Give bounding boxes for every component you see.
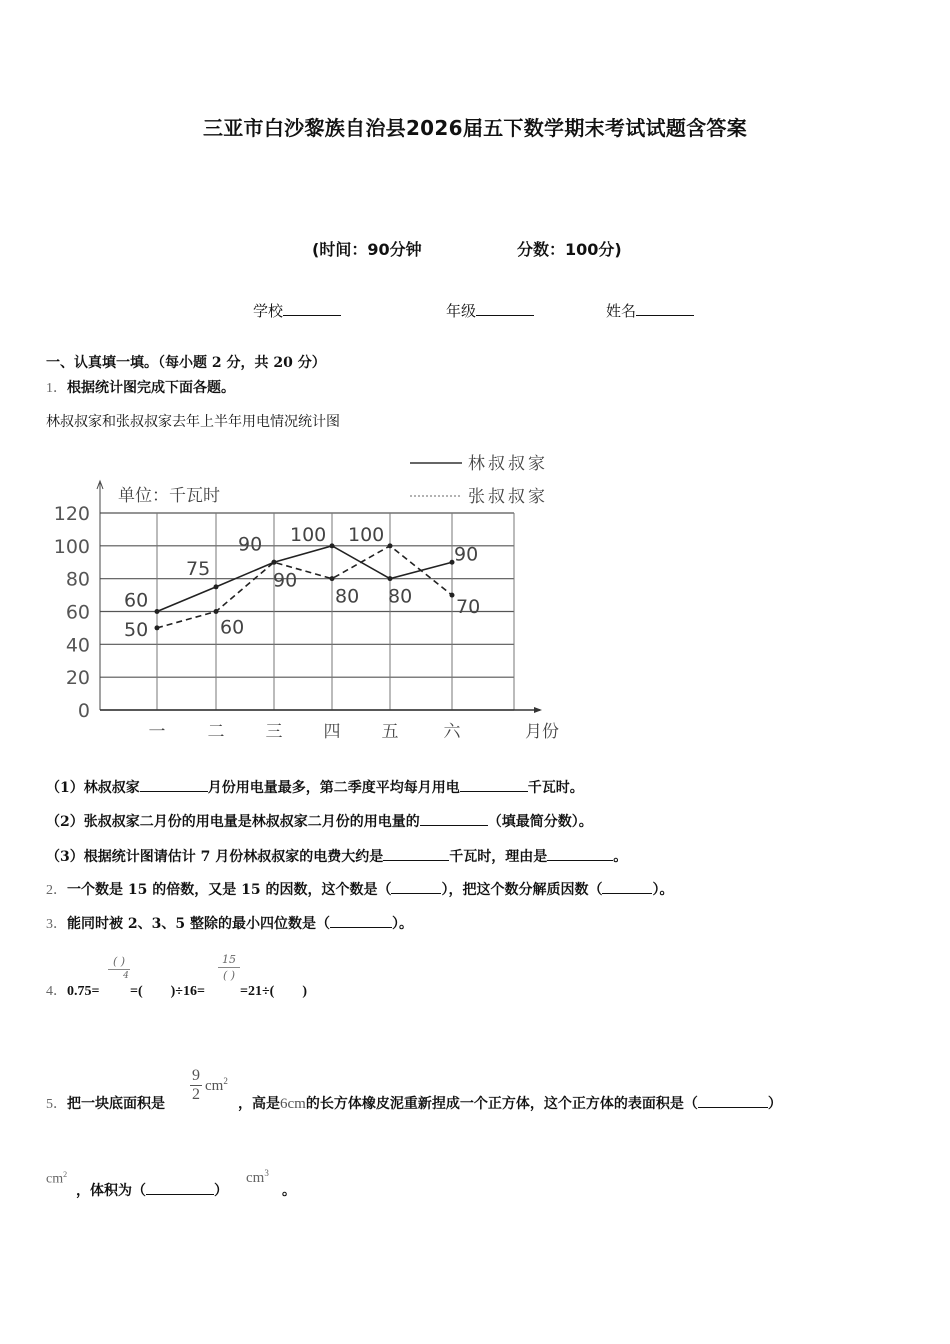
data-point [450,593,455,598]
question-5-line-1b [238,1093,782,1113]
section-heading: 一、认真填一填。（每小题 2 分，共 20 分） [46,355,326,371]
q4-number: 4． [46,984,67,999]
q5-frac-denominator: 2 [192,1086,200,1103]
q1-sub-1 [46,777,584,797]
q1-3-suffix: 。 [613,849,628,865]
q5-frac-numerator: 9 [192,1067,200,1084]
q3-text-a: 能同时被 2、3、5 整除的最小四位数是（ [67,916,330,932]
q5-unit-surface [46,1170,67,1188]
x-axis-label: 月份 [525,722,559,742]
q3-text-b: ）。 [391,916,413,932]
y-tick-label: 40 [65,634,90,657]
q4-fraction-2 [218,953,240,982]
line-chart [40,445,580,750]
q4-middle[interactable]: =( )÷16= [130,984,205,999]
q1-2-prefix: （2）张叔叔家二月份的用电量是林叔叔家二月份的用电量的 [46,814,420,830]
data-label-zhang: 70 [456,596,481,619]
q4-frac2-denominator[interactable]: ( ) [222,969,236,982]
x-tick-label: 五 [381,722,399,742]
data-label-lin: 90 [454,543,479,566]
legend-label-zhang: 张叔叔家 [468,487,548,507]
x-tick-label: 六 [443,722,461,742]
name-blank[interactable] [636,315,694,316]
q1-text: 根据统计图完成下面各题。 [67,380,235,396]
data-label-lin: 60 [124,589,149,612]
q4-frac2-numerator: 15 [222,953,236,966]
q5-text-b: ，高是 [238,1096,280,1112]
unit-cm: cm [46,1171,64,1187]
data-label-zhang: 80 [335,585,360,608]
grade-blank[interactable] [476,315,534,316]
question-4 [46,980,99,1000]
y-tick-label: 20 [65,667,90,690]
exam-score: 分数：100分) [517,240,622,259]
name-field[interactable] [606,300,694,321]
q2-number: 2． [46,883,67,898]
question-2 [46,879,673,899]
unit-sup-2: 2 [223,1076,228,1086]
data-point [388,543,393,548]
data-label-zhang: 90 [273,569,298,592]
school-label: 学校 [253,302,284,320]
y-tick-label: 100 [53,535,90,558]
q4-frac1-numerator[interactable]: ( ) [112,955,126,968]
data-label-zhang: 60 [220,616,245,639]
q5-unit-volume [246,1168,269,1187]
grade-field[interactable] [446,300,534,321]
unit-sup-3: 3 [264,1168,269,1178]
data-point [155,609,160,614]
q1-sub-3 [46,846,627,866]
q3-blank[interactable] [330,927,392,928]
q5-blank-volume[interactable] [146,1194,214,1195]
q1-3-mid: 千瓦时，理由是 [449,849,548,865]
x-tick-label: 三 [265,722,283,742]
q5-height: 6cm [280,1096,306,1112]
y-tick-label: 80 [65,568,90,591]
data-point [272,560,277,565]
q1-3-blank-a[interactable] [383,860,449,861]
q2-text-c: ）。 [652,882,674,898]
q5-number: 5． [46,1097,67,1112]
y-tick-label: 0 [77,700,90,722]
unit-cm: cm [246,1170,265,1186]
q1-1-blank-a[interactable] [140,791,208,792]
grade-label: 年级 [446,302,477,320]
data-label-zhang: 100 [348,523,385,546]
question-5-line-1 [46,1093,165,1113]
document-title: 三亚市白沙黎族自治县2026届五下数学期末考试试题含答案 [202,116,748,140]
q5-text-c: 的长方体橡皮泥重新捏成一个正方体，这个正方体的表面积是（ [305,1096,698,1112]
q5-text-a: 把一块底面积是 [67,1096,165,1112]
q5-unit-area [205,1076,228,1095]
q5-end: 。 [282,1183,296,1199]
q2-blank-a[interactable] [391,893,441,894]
q1-1-mid: 月份用电量最多，第二季度平均每月用电 [207,780,460,796]
q3-number: 3． [46,917,67,932]
q5-text-d: ） [767,1096,782,1112]
q5-text-f: ） [214,1183,228,1199]
question-3 [46,913,413,933]
question-5-line-2 [76,1180,228,1200]
q1-2-blank[interactable] [420,825,488,826]
school-field[interactable] [253,300,341,321]
data-label-zhang: 50 [124,618,149,641]
x-axis-arrow-icon [534,707,542,713]
q1-1-prefix: （1）林叔叔家 [46,780,140,796]
name-label: 姓名 [606,302,637,320]
q5-fraction [190,1067,202,1104]
data-label-lin: 75 [186,557,211,580]
x-tick-label: 四 [323,722,341,742]
unit-cm: cm [205,1078,224,1094]
q1-1-suffix: 千瓦时。 [527,780,584,796]
data-point [214,584,219,589]
data-point [388,576,393,581]
unit-label: 单位：千瓦时 [118,486,220,506]
data-point [214,609,219,614]
school-blank[interactable] [283,315,341,316]
y-tick-label: 60 [65,601,90,624]
data-label-lin: 80 [388,585,413,608]
legend-label-lin: 林叔叔家 [468,454,548,474]
unit-sup-2: 2 [63,1170,68,1179]
q4-fraction-1 [108,955,130,981]
data-label-lin: 90 [238,533,263,556]
data-point [330,576,335,581]
q1-number: 1． [46,381,67,396]
q2-text-b: ），把这个数分解质因数（ [441,882,603,898]
q2-blank-b[interactable] [602,893,652,894]
q1-sub-2 [46,811,593,831]
q4-frac1-denominator: 4 [123,971,129,981]
q1-2-suffix: （填最简分数）。 [487,814,593,830]
y-tick-label: 120 [53,503,90,525]
x-tick-label: 一 [148,722,166,742]
data-label-lin: 100 [290,523,327,546]
chart-caption: 林叔叔家和张叔叔家去年上半年用电情况统计图 [46,414,340,430]
q5-blank-surface[interactable] [698,1107,768,1108]
q4-lead: 0.75= [67,984,100,999]
q5-text-e: ，体积为（ [76,1183,146,1199]
question-1 [46,377,235,397]
exam-time: (时间：90分钟 [312,240,422,259]
x-tick-label: 二 [207,722,225,742]
data-point [155,625,160,630]
data-point [330,543,335,548]
q4-tail[interactable]: =21÷( ) [240,984,307,999]
q1-1-blank-b[interactable] [460,791,528,792]
q2-text-a: 一个数是 15 的倍数，又是 15 的因数，这个数是（ [67,882,392,898]
q1-3-prefix: （3）根据统计图请估计 7 月份林叔叔家的电费大约是 [46,849,384,865]
q1-3-blank-b[interactable] [547,860,613,861]
